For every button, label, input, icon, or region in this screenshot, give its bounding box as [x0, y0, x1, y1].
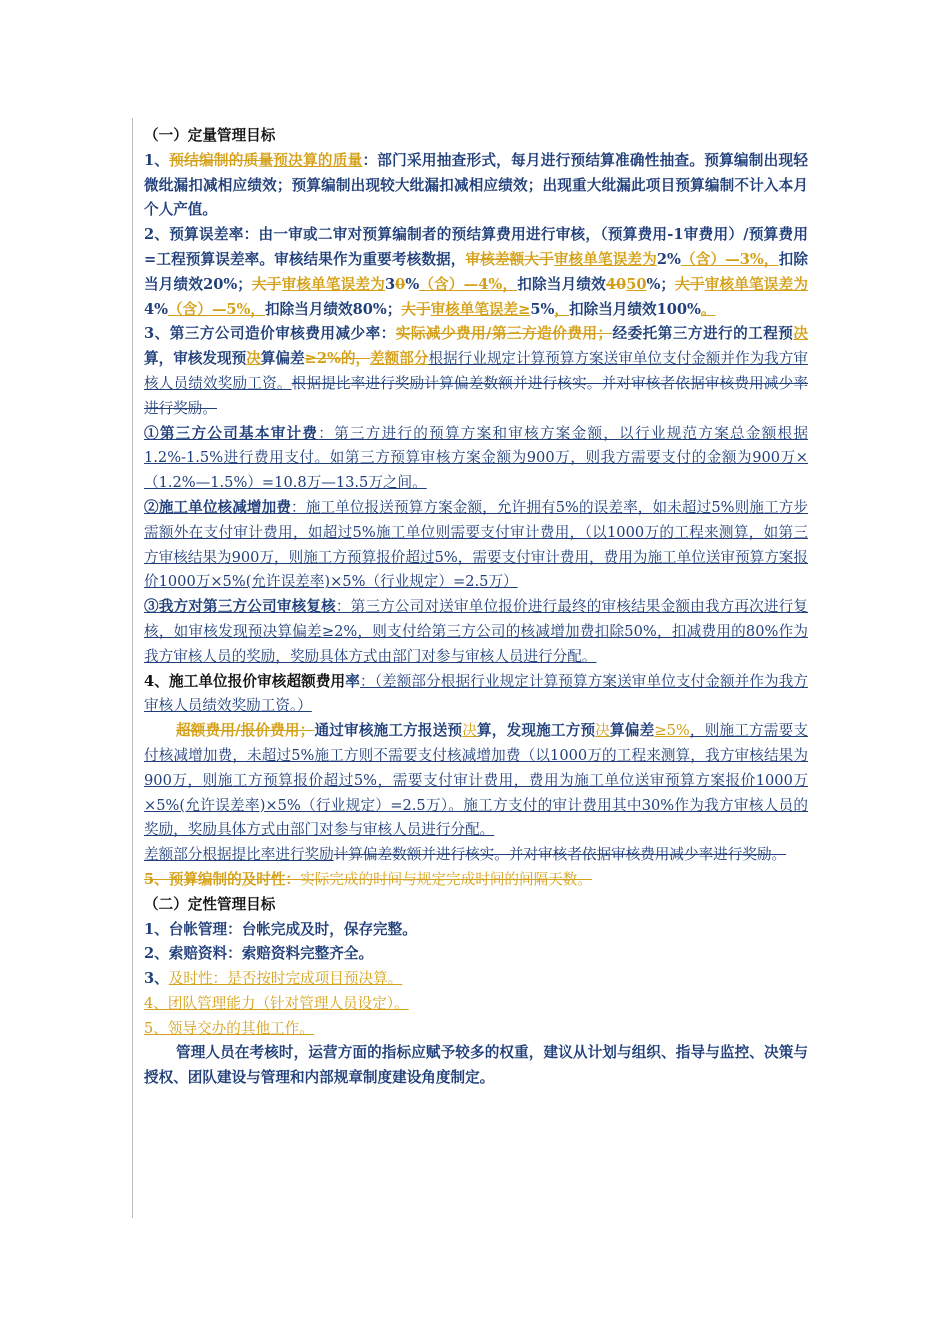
paragraph-text: 4、施工单位报价审核超额费用 — [144, 672, 346, 690]
paragraph-text: ：部门采用抽查形式，每月进行预结算准确性抽查。预算编制出现轻微纰漏扣减相应绩效；预算编制出现较大纰漏扣减相应绩效；出现重大纰漏此项目预算编制不计入本月个人产值。 — [144, 151, 808, 219]
clause-text: ：第三方公司对送审单位报价进行最终的审核结果金额由我方再次进行复核，如审核发现预决算偏差≥2%，则支付给第三方公司的核减增加费扣除50%，扣减费用的80%作为我方审核人员的奖励，奖励具体方式由部门对参与审核人员进行分配。 — [144, 598, 808, 665]
paragraph-text: 经委托第三方进行的工程预 — [612, 325, 794, 343]
item-number: 3、 — [144, 970, 169, 988]
underlined-text: 差额部分根据提比率进行奖励 — [144, 846, 334, 864]
inserted-text: 决 — [246, 350, 261, 368]
clause-heading: ③我方对第三方公司审核复核 — [144, 598, 336, 616]
deleted-text: 40 — [605, 275, 627, 293]
deleted-text: 根据提比率进行奖励 — [291, 374, 425, 392]
paragraph-text: 通过审核施工方报送预 — [314, 722, 463, 740]
paragraph-closing: 管理人员在考核时，运营方面的指标应赋予较多的权重，建议从计划与组织、指导与监控、决策与授权、团队建设与管理和内部规章制度建设角度制定。 — [144, 1044, 808, 1087]
clause-heading: ②施工单位核减增加费 — [144, 498, 292, 516]
clause-heading: ①第三方公司基本审计费 — [144, 424, 319, 442]
paragraph-text: 3、第三方公司造价审核费用减少率： — [144, 325, 396, 343]
inserted-text: 审核单笔误差为 — [553, 250, 657, 268]
deleted-text: 大于 — [401, 300, 431, 318]
inserted-text: （含）—5%， — [168, 300, 266, 318]
inserted-text: （含）—4%， — [419, 275, 518, 293]
section-heading-quantitative: （一）定量管理目标 — [144, 127, 276, 144]
list-item: 4、团队管理能力（针对管理人员设定）。 — [144, 994, 409, 1012]
paragraph-overage-fee — [144, 670, 808, 720]
paragraph-deleted-reward — [144, 843, 808, 868]
paragraph-text: 2% — [656, 250, 681, 268]
paragraph-text: 5% — [530, 300, 555, 318]
inserted-text: 预决算的质量 — [273, 151, 363, 169]
inserted-text: 及时性：是否按时完成项目预决算。 — [168, 970, 403, 988]
deleted-text: 实际减少费用/第三方造价费用； — [395, 325, 613, 343]
inserted-text: 决 — [595, 722, 611, 740]
paragraph-text: 2、预算误差率：由一审或二审对预算编制者的预结算费用进行审核，（预算费用-1审费用）/预算费用=工程预算误差率。审核结果作为重要考核数据， — [144, 226, 808, 268]
clause-text: ：第三方进行的预算方案和审核方案金额，以行业规范方案总金额根据1.2%-1.5%进行费用支付。如第三方预算审核方案金额为900万，则我方需要支付的金额为900万×（1.2%—1.5%）=10.8万—13.5万之间。 — [144, 424, 808, 492]
clause-basic-audit-fee — [144, 422, 808, 496]
underlined-text: 根据行业规定计算预算方案送审单位支付金额并作为我方审核人员绩效奖励工资。 — [144, 350, 808, 392]
deleted-text: 超额费用/报价费用； — [176, 722, 315, 740]
paragraph-third-party-review — [144, 322, 808, 421]
deleted-text: 审核差额大于 — [465, 250, 554, 268]
inserted-text: ， — [554, 300, 570, 318]
clause-contractor-reduction-fee — [144, 496, 808, 595]
paragraph-text: 算，发现施工方预 — [477, 722, 596, 740]
deleted-text: 预结编制的质量 — [169, 151, 274, 169]
paragraph-text: 扣除当月绩效100% — [569, 300, 701, 318]
paragraph-text: 扣除当月绩效80%； — [265, 300, 402, 318]
list-item: 5、领导交办的其他工作。 — [144, 1019, 314, 1037]
paragraph-text: 3 — [385, 275, 396, 293]
inserted-text: 审核单笔误差≥ — [430, 300, 531, 318]
deleted-text: 0 — [395, 275, 406, 293]
inserted-text: 决 — [462, 722, 478, 740]
list-item: 2、索赔资料：索赔资料完整齐全。 — [144, 945, 374, 963]
deleted-text: ≥2%的， — [304, 350, 371, 368]
page-margin-rule — [132, 118, 133, 1218]
inserted-text: 审核单笔误差为 — [704, 275, 808, 293]
paragraph-text: 算偏差 — [610, 722, 655, 740]
list-item: 1、台帐管理：台帐完成及时，保存完整。 — [144, 920, 417, 938]
list-item — [144, 967, 808, 992]
deleted-text: 实际完成的时间与规定完成时间的间隔天数。 — [300, 870, 592, 888]
inserted-text: 决 — [793, 325, 808, 343]
inserted-text: （含）—3%， — [680, 250, 779, 268]
paragraph-text: 4% — [144, 300, 169, 318]
inserted-text: 。 — [700, 300, 716, 318]
paragraph-timeliness — [144, 868, 808, 893]
item-number: 1、 — [144, 151, 170, 169]
paragraph-text: 算，审核发现预 — [144, 350, 247, 368]
paragraph-error-rate — [144, 223, 808, 322]
deleted-text: 大于 — [674, 275, 705, 293]
clause-review-of-third-party — [144, 595, 808, 669]
inserted-text: 审核单笔误差为 — [281, 275, 385, 293]
paragraph-text: 扣除当月绩效 — [517, 275, 606, 293]
inserted-text: 差额部分 — [370, 350, 429, 368]
paragraph-text: 扣除当月绩效20%； — [144, 250, 808, 293]
paragraph-budget-quality — [144, 149, 808, 223]
inserted-text: ≥5% — [654, 722, 690, 740]
deleted-text: 大于 — [251, 275, 282, 293]
deleted-text: 计算偏差数额并进行核实。并对审核者依据审核费用减少率进行奖励。 — [333, 846, 787, 864]
underlined-text: ：（差额部分根据行业规定计算预算方案送审单位支付金额并作为我方审核人员绩效奖励工资。） — [144, 672, 808, 715]
underlined-text: ，则施工方需要支付核减增加费，未超过5%施工方则不需要支付核减增加费（以1000万的工程来测算，我方审核结果为900万，则施工方预算报价超过5%，需要支付审计费用，费用为施工单位送审预算方案报价1000万×5%(允许误差率)×5%（行业规定）=2.5万）。施工方支付的审计费用其中30%作为我方审核人员的奖励，奖励具体方式由部门对参与审核人员进行分配。 — [144, 722, 808, 839]
document-body — [144, 124, 808, 1091]
paragraph-text: 率 — [345, 672, 360, 690]
deleted-text: 计算偏差数额并进行核实。并对审核者依据审核费用减少率进行奖励。 — [144, 374, 808, 417]
paragraph-text: %； — [646, 275, 675, 293]
paragraph-text: 算偏差 — [260, 350, 305, 368]
clause-text: ：施工单位报送预算方案金额，允许拥有5%的误差率，如未超过5%则施工方步需额外在支付审计费用，如超过5%施工单位则需要支付审计费用，（以1000万的工程来测算，如第三方审核结果为900万，则施工方预算报价超过5%，需要支付审计费用，费用为施工单位送审预算方案报价1000万×5%(允许误差率)×5%（行业规定）=2.5万） — [144, 498, 808, 591]
paragraph-overage-detail — [144, 719, 808, 843]
section-heading-qualitative: （二）定性管理目标 — [144, 895, 276, 913]
paragraph-text: % — [405, 275, 420, 293]
deleted-text: 5、预算编制的及时性： — [144, 870, 301, 888]
inserted-text: 50 — [626, 275, 647, 293]
